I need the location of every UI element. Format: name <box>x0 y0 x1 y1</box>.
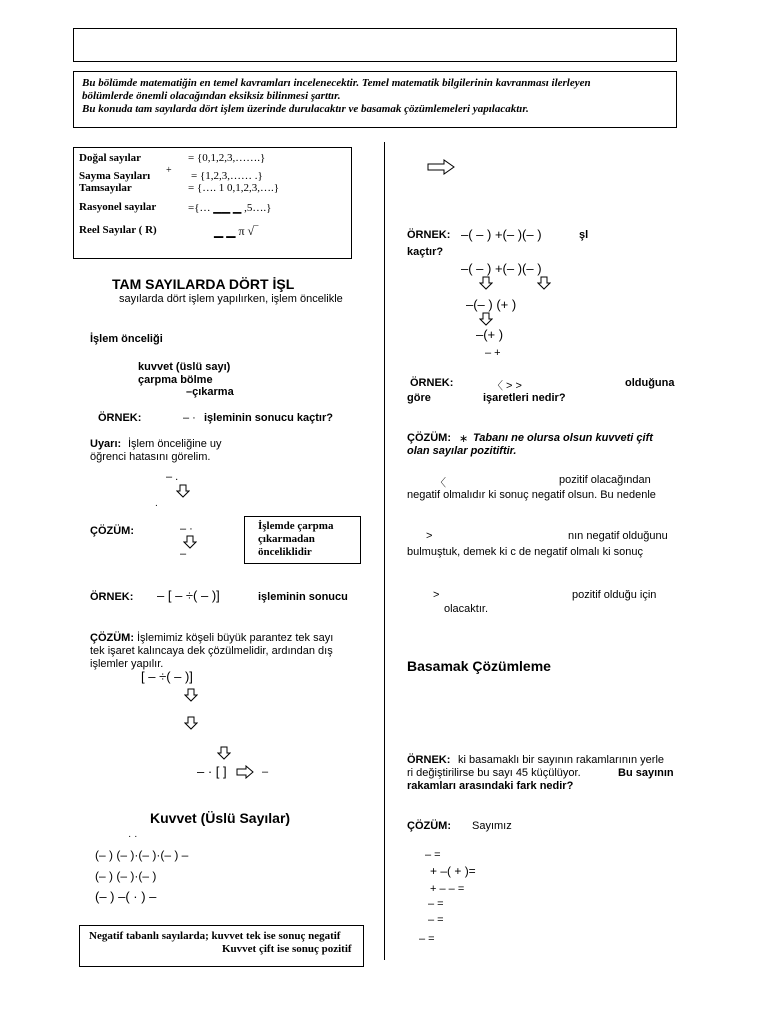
intro-line-1: Bu bölümde matematiğin en temel kavramları incelenecektir. Temel matematik bilgilerinin kavranması ilerleyen <box>82 77 591 89</box>
power-heading: Kuvvet (Üslü Sayılar) <box>150 810 291 826</box>
right-arrow-icon <box>236 765 254 779</box>
right-arrow-icon <box>427 159 455 175</box>
example-2-expr: – [ – ÷( – )] <box>157 588 220 603</box>
solution-4-b-text: nın negatif olduğunu <box>568 530 668 542</box>
intro-line-3: Bu konuda tam sayılarda dört işlem üzerinde durulacaktır ve basamak çözümlemeleri yapılacaktır. <box>82 103 529 115</box>
warning-text-2: öğrenci hatasını görelim. <box>90 451 211 463</box>
example-3-label: ÖRNEK: <box>407 229 451 241</box>
example-3-step-1: –( – ) +(– )(– ) <box>461 261 542 276</box>
solution-4-a-text-2: negatif olmalıdır ki sonuç negatif olsun. Bu nedenle <box>407 489 656 501</box>
solution-2-text-1: İşlemimiz köşeli büyük parantez tek sayı <box>137 632 334 644</box>
example-4-label: ÖRNEK: <box>410 377 454 389</box>
solution-4-text-1: Tabanı ne olursa olsun kuvveti çift <box>473 432 653 444</box>
warning-dot: . <box>155 498 158 509</box>
solution-4-a-text: pozitif olacağından <box>559 474 651 486</box>
solution-4-star: ∗ <box>459 433 469 445</box>
solution-5-line-5: – = <box>428 914 444 926</box>
solution-5-line-1: – = <box>425 849 441 861</box>
rational-label: Rasyonel sayılar <box>79 201 157 213</box>
solution-4-b-text-2: bulmuştuk, demek ki c de negatif olmalı ki sonuç <box>407 546 644 558</box>
example-5-text-2: ri değiştirilirse bu sayı 45 küçülüyor. <box>407 767 581 779</box>
power-line-2: (– ) (– )·(– ) <box>95 869 157 883</box>
column-divider <box>384 142 385 960</box>
note-line-2: çıkarmadan <box>258 533 315 545</box>
integer-label: Tamsayılar <box>79 182 132 194</box>
example-5-text-4: rakamları arasındaki fark nedir? <box>407 780 574 792</box>
example-2-question: işleminin sonucu <box>258 591 348 603</box>
solution-4-b-symbol: > <box>426 530 433 542</box>
power-line-3: (– ) –( · ) – <box>95 889 157 904</box>
priority-item-3: –çıkarma <box>186 386 234 398</box>
basamak-heading: Basamak Çözümleme <box>407 658 551 674</box>
title-box <box>73 28 677 62</box>
power-note-line-2: Kuvvet çift ise sonuç pozitif <box>222 943 352 955</box>
example-3-expr: –( – ) +(– )(– ) <box>461 227 542 242</box>
example-1-label: ÖRNEK: <box>98 412 142 424</box>
natural-label: Doğal sayılar <box>79 152 142 164</box>
rational-value: ={… ▁▁ ▁ ,5….} <box>188 202 272 214</box>
natural-value: = {0,1,2,3,…….} <box>188 152 266 164</box>
down-arrow-icon <box>176 484 190 498</box>
down-arrow-icon <box>537 276 551 290</box>
example-5-label: ÖRNEK: <box>407 754 451 766</box>
solution-4-c-text: pozitif olduğu için <box>572 589 657 601</box>
solution-1-label: ÇÖZÜM: <box>90 525 134 537</box>
warning-text-1: İşlem önceliğine uy <box>128 438 222 450</box>
priority-title: İşlem önceliği <box>90 333 163 345</box>
example-1-expr: – · <box>183 412 196 424</box>
warning-expr: – . <box>166 471 179 483</box>
solution-5-text: Sayımız <box>472 820 512 832</box>
example-5-text-3: Bu sayının <box>618 767 674 779</box>
down-arrow-icon <box>479 312 493 326</box>
down-arrow-icon <box>479 276 493 290</box>
example-4-question-2: işaretleri nedir? <box>483 392 566 404</box>
solution-2-text-3: işlemler yapılır. <box>90 658 164 670</box>
example-5-text-1: ki basamaklı bir sayının rakamlarının yerle <box>458 754 665 766</box>
example-3-step-4: – + <box>485 347 501 359</box>
solution-4-text-2: olan sayılar pozitiftir. <box>407 445 517 457</box>
plus-mark: + <box>166 165 172 176</box>
down-arrow-icon <box>217 746 231 760</box>
example-3-question: kaçtır? <box>407 246 444 258</box>
power-line-1: (– ) (– )·(– )·(– ) – <box>95 848 189 862</box>
solution-2-label: ÇÖZÜM: <box>90 632 134 644</box>
example-3-step-2: –(– ) (+ ) <box>466 297 517 312</box>
solution-2-expr-1: [ – ÷( – )] <box>141 669 193 684</box>
example-1-question: işleminin sonucu kaçtır? <box>204 412 333 424</box>
solution-4-c-symbol: > <box>433 589 440 601</box>
down-arrow-icon <box>183 535 197 549</box>
example-4-question-1: göre <box>407 392 431 404</box>
solution-4-a-symbol: 〈 <box>435 477 446 489</box>
solution-5-line-3: + – – = <box>430 883 465 895</box>
priority-item-1: kuvvet (üslü sayı) <box>138 361 231 373</box>
solution-2-expr-2-tail: – <box>262 766 269 778</box>
section-heading: TAM SAYILARDA DÖRT İŞL <box>112 276 295 292</box>
priority-item-2: çarpma bölme <box>138 374 213 386</box>
example-3-tail: şl <box>579 229 589 241</box>
section-subheading: sayılarda dört işlem yapılırken, işlem öncelikle <box>119 293 343 305</box>
example-4-expr: 〈 > > <box>492 380 522 392</box>
solution-4-label: ÇÖZÜM: <box>407 432 451 444</box>
real-label: Reel Sayılar ( R) <box>79 224 157 236</box>
solution-5-line-4: – = <box>428 898 444 910</box>
counting-label: Sayma Sayıları <box>79 170 151 182</box>
power-dots: · · <box>128 831 138 842</box>
solution-5-line-2: + –( + )= <box>430 864 476 878</box>
solution-5-line-6: – = <box>419 933 435 945</box>
solution-4-c-text-2: olacaktır. <box>444 603 489 615</box>
solution-2-expr-2: – · [ ] <box>197 764 227 779</box>
example-2-label: ÖRNEK: <box>90 591 134 603</box>
example-4-tail: olduğuna <box>625 377 675 389</box>
down-arrow-icon <box>184 688 198 702</box>
note-line-3: önceliklidir <box>258 546 312 558</box>
warning-label: Uyarı: <box>90 438 122 450</box>
solution-5-label: ÇÖZÜM: <box>407 820 451 832</box>
power-note-line-1: Negatif tabanlı sayılarda; kuvvet tek ise sonuç negatif <box>89 930 341 942</box>
down-arrow-icon <box>184 716 198 730</box>
intro-line-2: bölümlerde önemli olacağından eksiksiz bilinmesi şarttır. <box>82 90 341 102</box>
solution-2-text-2: tek işaret kalıncaya dek çözülmelidir, ardından dış <box>90 645 333 657</box>
note-line-1: İşlemde çarpma <box>258 520 334 532</box>
real-value: ▁ ▁ π √‾ <box>214 224 259 238</box>
example-3-step-3: –(+ ) <box>476 327 504 342</box>
integer-value: = {…. 1 0,1,2,3,….} <box>188 182 280 194</box>
counting-value: = {1,2,3,…… .} <box>191 170 263 182</box>
solution-1-expr-2: – <box>180 548 187 560</box>
solution-1-expr-1: – · <box>180 523 193 535</box>
